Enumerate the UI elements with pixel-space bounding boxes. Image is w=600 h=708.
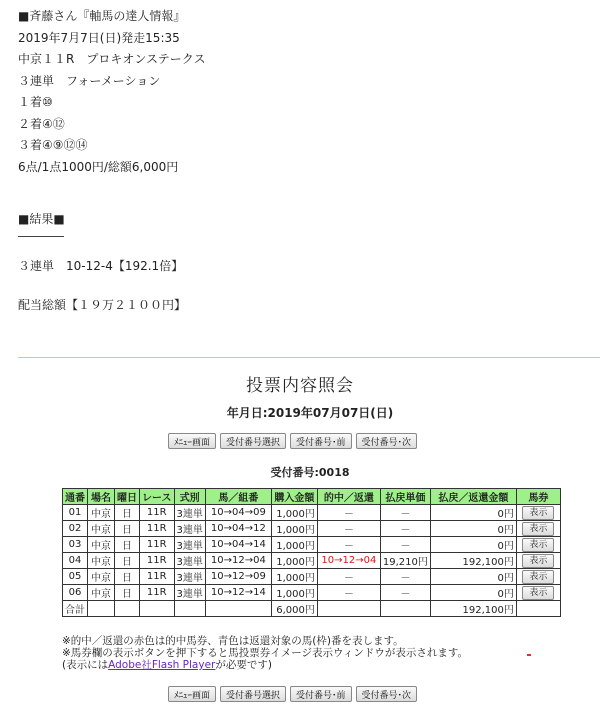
- table-row: [63, 569, 561, 585]
- vote-table: [62, 488, 561, 617]
- cell-amount: 1,000円: [271, 553, 317, 569]
- section-divider: [18, 357, 600, 358]
- payout-total-line: 配当総額【１９万２１００円】: [18, 298, 187, 312]
- cell-type: 3連単: [174, 521, 205, 537]
- receipt-number: 受付番号:0018: [270, 466, 350, 479]
- cell-amount: 1,000円: [271, 505, 317, 521]
- cell-hit: －: [317, 569, 380, 585]
- article-body: [18, 6, 206, 178]
- receipt-select-button[interactable]: 受付番号選択: [220, 686, 286, 702]
- cell-amount: 1,000円: [271, 521, 317, 537]
- result-heading: ■結果■: [18, 212, 65, 226]
- col-header: 払戻単価: [380, 489, 430, 505]
- receipt-next-button[interactable]: 受付番号･次: [356, 686, 418, 702]
- notes: [62, 635, 468, 671]
- col-header: 式別: [174, 489, 205, 505]
- cell-no: 02: [63, 521, 88, 537]
- cell-ticket: [516, 521, 560, 537]
- vote-inquiry-title: 投票内容照会: [246, 376, 354, 396]
- cell-race: 11R: [140, 569, 175, 585]
- article-line: 6点/1点1000円/総額6,000円: [18, 159, 179, 174]
- menu-screen-button[interactable]: ﾒﾆｭｰ画面: [168, 433, 216, 449]
- cell-no: 05: [63, 569, 88, 585]
- cell-unit: －: [380, 585, 430, 601]
- article-line: ３着④⑨⑫⑭: [18, 138, 88, 152]
- cell-day: 日: [115, 505, 140, 521]
- receipt-prev-button[interactable]: 受付番号･前: [290, 433, 352, 449]
- cell-hit: －: [317, 585, 380, 601]
- note-line: (表示にはAdobe社Flash Playerが必要です): [62, 659, 272, 671]
- table-row: [63, 505, 561, 521]
- red-mark: [527, 654, 531, 656]
- cell-race: 11R: [140, 521, 175, 537]
- cell-hit: －: [317, 521, 380, 537]
- cell-race: 11R: [140, 585, 175, 601]
- cell-unit: －: [380, 537, 430, 553]
- cell-race: 11R: [140, 505, 175, 521]
- article-line: 2019年7月7日(日)発走15:35: [18, 30, 180, 45]
- result-underline: [18, 236, 64, 237]
- show-ticket-button[interactable]: 表示: [522, 554, 554, 568]
- cell-combo: 10→04→09: [205, 505, 271, 521]
- receipt-select-button[interactable]: 受付番号選択: [220, 433, 286, 449]
- nav-buttons-bottom: [168, 686, 417, 702]
- cell-amount: 1,000円: [271, 569, 317, 585]
- cell-no: 03: [63, 537, 88, 553]
- cell-type: 3連単: [174, 537, 205, 553]
- article-line: ２着④⑫: [18, 116, 65, 131]
- article-line: ■斉藤さん『軸馬の達人情報』: [18, 9, 186, 23]
- cell-payout: 192,100円: [430, 553, 516, 569]
- cell-venue: 中京: [88, 521, 115, 537]
- note-line: ※的中／返還の赤色は的中馬券、青色は返還対象の馬(枠)番を表します。: [62, 635, 404, 647]
- cell-venue: 中京: [88, 585, 115, 601]
- show-ticket-button[interactable]: 表示: [522, 506, 554, 520]
- total-payout: 192,100円: [430, 601, 516, 617]
- col-header: 的中／返還: [317, 489, 380, 505]
- total-label: 合計: [63, 601, 88, 617]
- col-header: 払戻／返還金額: [430, 489, 516, 505]
- cell-day: 日: [115, 585, 140, 601]
- table-row: [63, 521, 561, 537]
- cell-venue: 中京: [88, 553, 115, 569]
- cell-venue: 中京: [88, 537, 115, 553]
- cell-ticket: [516, 553, 560, 569]
- table-header-row: [63, 489, 561, 505]
- show-ticket-button[interactable]: 表示: [522, 570, 554, 584]
- cell-type: 3連単: [174, 585, 205, 601]
- cell-unit: 19,210円: [380, 553, 430, 569]
- cell-type: 3連単: [174, 505, 205, 521]
- col-header: レース: [140, 489, 175, 505]
- cell-hit: －: [317, 537, 380, 553]
- table-row-hit: [63, 553, 561, 569]
- col-header: 曜日: [115, 489, 140, 505]
- cell-race: 11R: [140, 553, 175, 569]
- flash-player-link[interactable]: Adobe社Flash Player: [108, 659, 216, 671]
- cell-combo: 10→04→14: [205, 537, 271, 553]
- receipt-prev-button[interactable]: 受付番号･前: [290, 686, 352, 702]
- cell-hit-winning: 10→12→04: [317, 553, 380, 569]
- cell-payout: 0円: [430, 505, 516, 521]
- cell-unit: －: [380, 505, 430, 521]
- article-line: １着⑩: [18, 95, 53, 109]
- cell-combo: 10→12→09: [205, 569, 271, 585]
- col-header: 馬券: [516, 489, 560, 505]
- cell-day: 日: [115, 521, 140, 537]
- cell-combo: 10→12→04: [205, 553, 271, 569]
- cell-no: 06: [63, 585, 88, 601]
- cell-amount: 1,000円: [271, 537, 317, 553]
- col-header: 購入金額: [271, 489, 317, 505]
- cell-venue: 中京: [88, 505, 115, 521]
- table-row: [63, 537, 561, 553]
- show-ticket-button[interactable]: 表示: [522, 522, 554, 536]
- cell-type: 3連単: [174, 553, 205, 569]
- cell-ticket: [516, 585, 560, 601]
- cell-payout: 0円: [430, 521, 516, 537]
- cell-day: 日: [115, 537, 140, 553]
- result-line: ３連単 10-12-4【192.1倍】: [18, 259, 184, 273]
- show-ticket-button[interactable]: 表示: [522, 538, 554, 552]
- cell-race: 11R: [140, 537, 175, 553]
- article-line: 中京１１R プロキオンステークス: [18, 52, 206, 66]
- total-amount: 6,000円: [271, 601, 317, 617]
- receipt-next-button[interactable]: 受付番号･次: [356, 433, 418, 449]
- cell-ticket: [516, 569, 560, 585]
- table-total-row: [63, 601, 561, 617]
- table-row: [63, 585, 561, 601]
- cell-combo: 10→12→14: [205, 585, 271, 601]
- col-header: 場名: [88, 489, 115, 505]
- cell-payout: 0円: [430, 569, 516, 585]
- cell-day: 日: [115, 553, 140, 569]
- cell-hit: －: [317, 505, 380, 521]
- cell-payout: 0円: [430, 537, 516, 553]
- cell-venue: 中京: [88, 569, 115, 585]
- cell-amount: 1,000円: [271, 585, 317, 601]
- cell-ticket: [516, 537, 560, 553]
- cell-no: 04: [63, 553, 88, 569]
- show-ticket-button[interactable]: 表示: [522, 586, 554, 600]
- cell-payout: 0円: [430, 585, 516, 601]
- note-line: ※馬券欄の表示ボタンを押下すると馬投票券イメージ表示ウィンドウが表示されます。: [62, 647, 469, 659]
- cell-ticket: [516, 505, 560, 521]
- cell-type: 3連単: [174, 569, 205, 585]
- cell-unit: －: [380, 569, 430, 585]
- nav-buttons-top: [168, 433, 417, 449]
- cell-combo: 10→04→12: [205, 521, 271, 537]
- col-header: 馬／組番: [205, 489, 271, 505]
- col-header: 通番: [63, 489, 88, 505]
- cell-day: 日: [115, 569, 140, 585]
- article-line: ３連単 フォーメーション: [18, 73, 161, 88]
- cell-unit: －: [380, 521, 430, 537]
- cell-no: 01: [63, 505, 88, 521]
- menu-screen-button[interactable]: ﾒﾆｭｰ画面: [168, 686, 216, 702]
- vote-date: 年月日:2019年07月07日(日): [226, 406, 394, 420]
